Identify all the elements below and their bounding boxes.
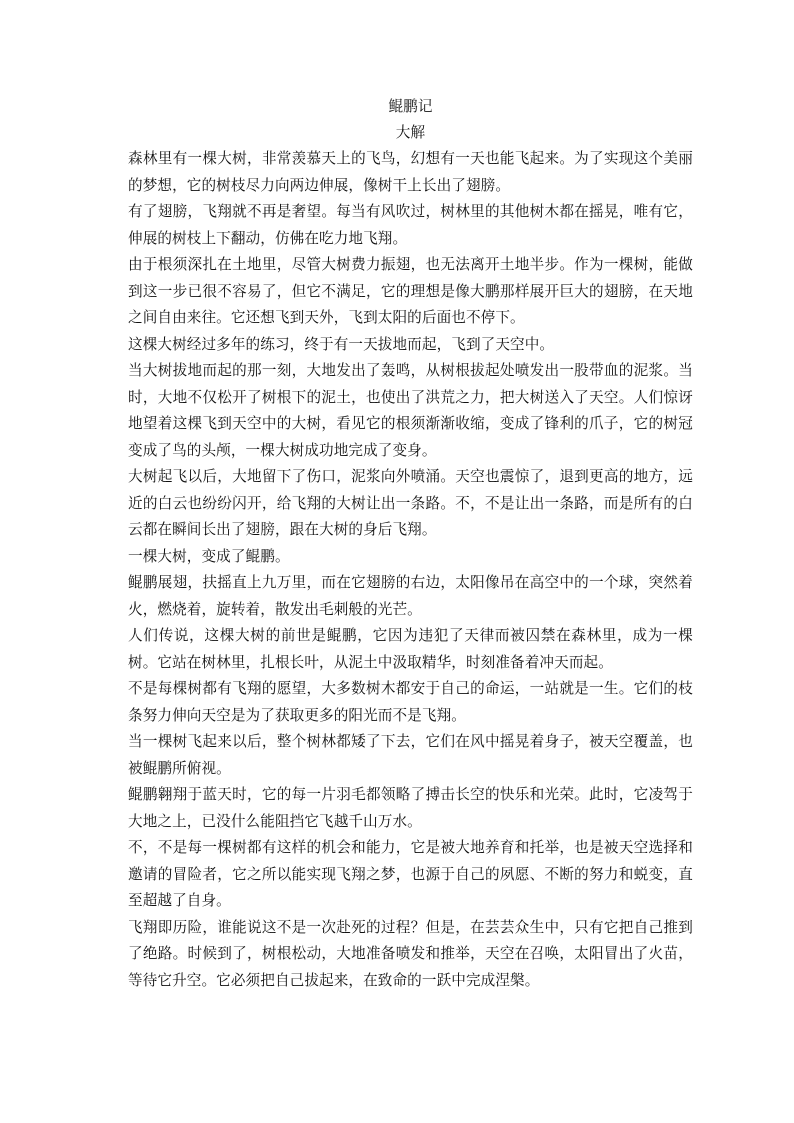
paragraph: 有了翅膀，飞翔就不再是奢望。每当有风吹过，树林里的其他树木都在摇晃，唯有它，伸展的树枝上下翻动，仿佛在吃力地飞翔。	[128, 203, 693, 247]
paragraph: 由于根须深扎在土地里，尽管大树费力振翅，也无法离开土地半步。作为一棵树，能做到这一步已很不容易了，但它不满足，它的理想是像大鹏那样展开巨大的翅膀，在天地之间自由来往。它还想飞到天外，飞到太阳的后面也不停下。	[128, 256, 693, 326]
paragraph: 当大树拔地而起的那一刻，大地发出了轰鸣，从树根拔起处喷发出一股带血的泥浆。当时，大地不仅松开了树根下的泥土，也使出了洪荒之力，把大树送入了天空。人们惊讶地望着这棵飞到天空中的大树，看见它的根须渐渐收缩，变成了锋利的爪子，它的树冠变成了鸟的头颅，一棵大树成功地完成了变身。	[128, 362, 693, 459]
paragraph: 鲲鹏展翅，扶摇直上九万里，而在它翅膀的右边，太阳像吊在高空中的一个球，突然着火，燃烧着，旋转着，散发出毛刺般的光芒。	[128, 574, 693, 618]
paragraph: 当一棵树飞起来以后，整个树林都矮了下去，它们在风中摇晃着身子，被天空覆盖，也被鲲鹏所俯视。	[128, 733, 693, 777]
paragraph: 这棵大树经过多年的练习，终于有一天拔地而起，飞到了天空中。	[128, 335, 555, 353]
paragraph: 大树起飞以后，大地留下了伤口，泥浆向外喷涌。天空也震惊了，退到更高的地方，远近的白云也纷纷闪开，给飞翔的大树让出一条路。不，不是让出一条路，而是所有的白云都在瞬间长出了翅膀，跟在大树的身后飞翔。	[128, 468, 693, 538]
paragraph: 鲲鹏翱翔于蓝天时，它的每一片羽毛都领略了搏击长空的快乐和光荣。此时，它凌驾于大地之上，已没什么能阻挡它飞越千山万水。	[128, 786, 693, 830]
paragraph: 森林里有一棵大树，非常羡慕天上的飞鸟，幻想有一天也能飞起来。为了实现这个美丽的梦想，它的树枝尽力向两边伸展，像树干上长出了翅膀。	[128, 150, 693, 194]
document-author: 大解	[395, 124, 426, 141]
paragraph: 飞翔即历险，谁能说这不是一次赴死的过程？但是，在芸芸众生中，只有它把自己推到了绝路。时候到了，树根松动，大地准备喷发和推举，天空在召唤，太阳冒出了火苗，等待它升空。它必须把自己拔起来，在致命的一跃中完成涅槃。	[128, 918, 693, 989]
paragraph: 人们传说，这棵大树的前世是鲲鹏，它因为违犯了天律而被囚禁在森林里，成为一棵树。它站在树林里，扎根长叶，从泥土中汲取精华，时刻准备着冲天而起。	[128, 627, 693, 671]
paragraph: 不，不是每一棵树都有这样的机会和能力，它是被大地养育和托举，也是被天空选择和邀请的冒险者，它之所以能实现飞翔之梦，也源于自己的夙愿、不断的努力和蜕变，直至超越了自身。	[128, 839, 693, 909]
paragraph: 一棵大树，变成了鲲鹏。	[128, 547, 290, 565]
document-page	[128, 94, 693, 994]
document-title: 鲲鹏记	[388, 98, 433, 115]
paragraph: 不是每棵树都有飞翔的愿望，大多数树木都安于自己的命运，一站就是一生。它们的枝条努力伸向天空是为了获取更多的阳光而不是飞翔。	[128, 680, 693, 724]
